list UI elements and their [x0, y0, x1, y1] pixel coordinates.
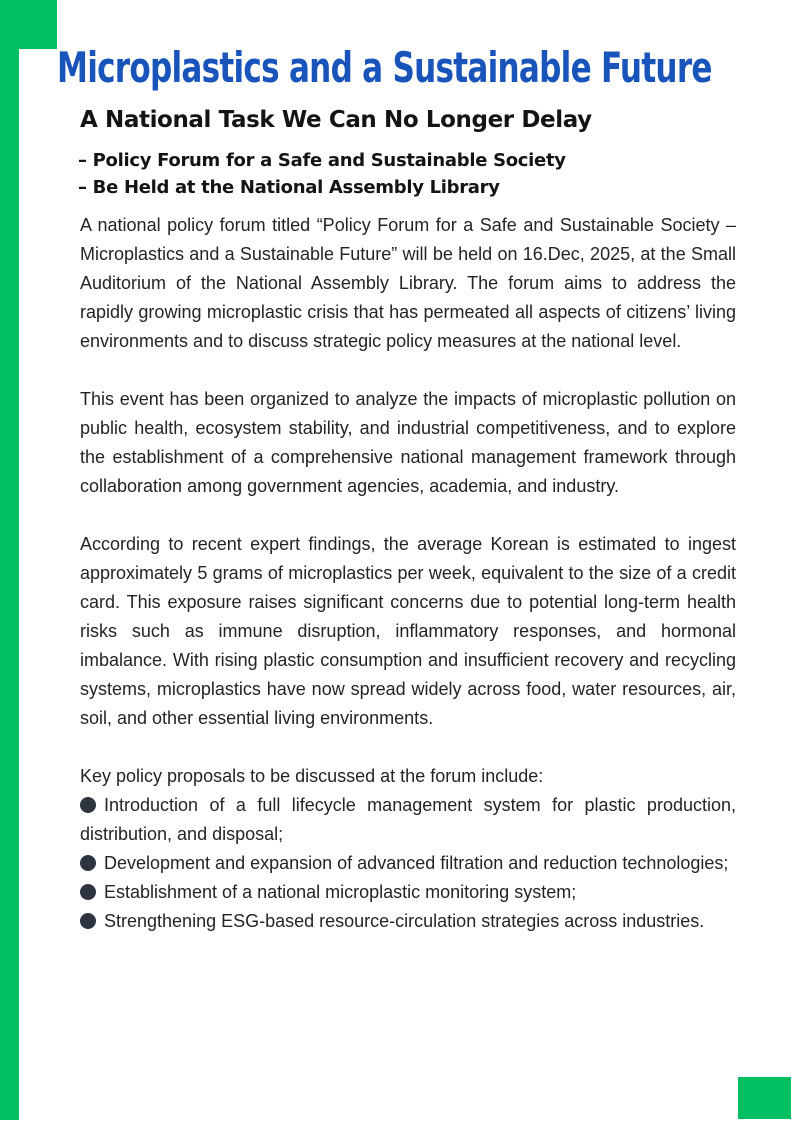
list-item-text: Development and expansion of advanced filtration and reduction technologies; [104, 853, 729, 873]
paragraph: A national policy forum titled “Policy Forum for a Safe and Sustainable Society – Microplastics and a Sustainable Future” will be held on 16.Dec, 2025, at the Small Auditorium of the National Assembly Library. The forum aims to address the rapidly growing microplastic crisis that has permeated all aspects of citizens’ living environments and to discuss strategic policy measures at the national level. [80, 215, 736, 351]
paragraph: According to recent expert findings, the average Korean is estimated to ingest approximately 5 grams of microplastics per week, equivalent to the size of a credit card. This exposure raises significant concerns due to potential long-term health risks such as immune disruption, inflammatory responses, and hormonal imbalance. With rising plastic consumption and insufficient recovery and recycling systems, microplastics have now spread widely across food, water resources, air, soil, and other essential living environments. [80, 534, 736, 728]
list-item [80, 907, 736, 936]
bullet-dot-icon [80, 884, 96, 900]
bottom-right-accent-square [738, 1077, 791, 1119]
left-accent-bar [0, 0, 19, 1120]
list-item [80, 849, 736, 878]
list-item [80, 878, 736, 907]
bullet-dot-icon [80, 913, 96, 929]
policy-proposal-list [80, 791, 736, 936]
list-item-text: Introduction of a full lifecycle management system for plastic production, distribution, and disposal; [80, 795, 736, 844]
bullet-dot-icon [80, 797, 96, 813]
subheading-line: – Be Held at the National Assembly Library [78, 177, 500, 198]
list-item-text: Strengthening ESG-based resource-circulation strategies across industries. [104, 911, 705, 931]
article [57, 44, 736, 936]
bullet-dot-icon [80, 855, 96, 871]
page-title: Microplastics and a Sustainable Future [57, 43, 712, 92]
list-intro: Key policy proposals to be discussed at the forum include: [80, 766, 544, 786]
top-left-accent-square [0, 0, 57, 49]
list-item [80, 791, 736, 849]
subheading-line: – Policy Forum for a Safe and Sustainable Society [78, 150, 566, 171]
list-item-text: Establishment of a national microplastic monitoring system; [104, 882, 577, 902]
subheadings [78, 147, 736, 201]
article-heading: A National Task We Can No Longer Delay [80, 107, 592, 133]
paragraph: This event has been organized to analyze the impacts of microplastic pollution on public health, ecosystem stability, and industrial competitiveness, and to explore the establishment of a comprehensive national management framework through collaboration among government agencies, academia, and industry. [80, 389, 736, 496]
